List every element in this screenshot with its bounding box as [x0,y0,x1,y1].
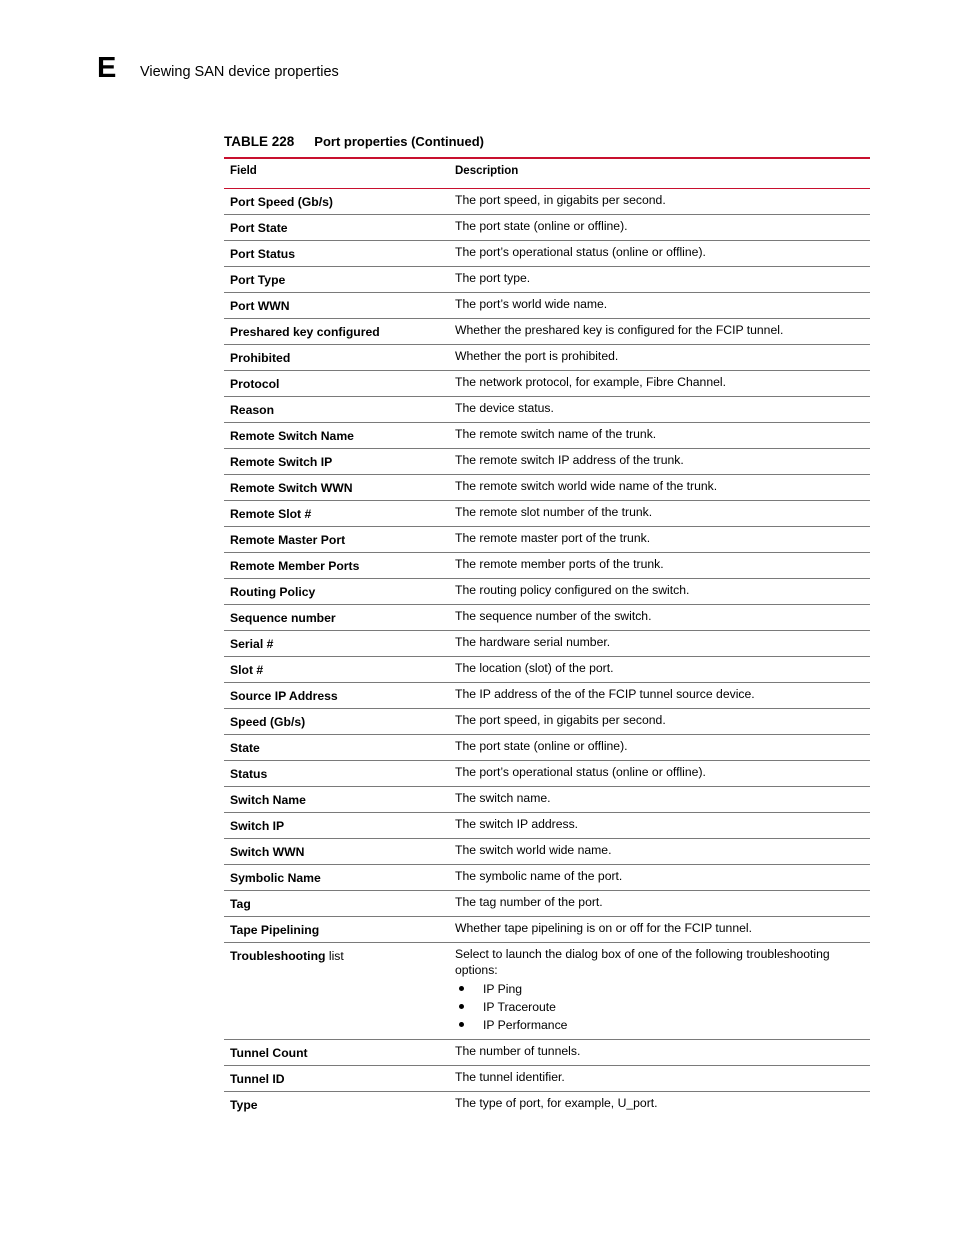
table-header-row [224,159,870,189]
description-cell: The switch world wide name. [455,843,612,857]
field-cell: Preshared key configured [230,325,380,339]
description-cell: Whether tape pipelining is on or off for the FCIP tunnel. [455,921,752,935]
field-cell: Tape Pipelining [230,923,320,937]
description-cell: The tunnel identifier. [455,1070,565,1084]
table-row [224,709,870,735]
description-cell: The sequence number of the switch. [455,609,652,623]
table-row [224,657,870,683]
field-cell: Routing Policy [230,585,316,599]
field-cell: Serial # [230,637,274,651]
table-caption [224,135,484,149]
table-title: Port properties (Continued) [314,134,484,149]
field-cell: Remote Slot # [230,507,312,521]
table-row [224,1092,870,1117]
table-row [224,215,870,241]
column-header-description: Description [455,165,519,177]
description-cell: The network protocol, for example, Fibre Channel. [455,375,726,389]
field-cell: Remote Member Ports [230,559,360,573]
table-row [224,865,870,891]
field-cell: Port Status [230,247,296,261]
table-row [224,891,870,917]
table-row [224,787,870,813]
description-cell: The port state (online or offline). [455,739,628,753]
field-cell: State [230,741,260,755]
description-cell: The port type. [455,271,531,285]
option-label: IP Performance [483,1018,568,1032]
table-row [224,1066,870,1092]
table-row [224,527,870,553]
table-row [224,813,870,839]
field-cell: Symbolic Name [230,871,321,885]
description-cell [449,943,870,1039]
table-row [224,345,870,371]
description-cell: The switch name. [455,791,551,805]
page-header-title: Viewing SAN device properties [140,64,339,80]
bullet-icon [459,986,464,991]
field-name: Troubleshooting [230,949,326,963]
table-body-continued [224,1040,870,1117]
description-cell: The switch IP address. [455,817,579,831]
table-row [224,319,870,345]
bullet-icon [459,1004,464,1009]
description-cell: The remote switch name of the trunk. [455,427,657,441]
troubleshooting-options-list [455,980,870,1034]
field-cell: Source IP Address [230,689,338,703]
table-row [224,605,870,631]
field-suffix: list [325,949,344,963]
field-cell: Port Type [230,273,286,287]
field-cell: Remote Master Port [230,533,346,547]
table-row [224,579,870,605]
field-cell: Switch Name [230,793,306,807]
option-label: IP Ping [483,982,523,996]
table-row [224,761,870,787]
table-row [224,189,870,215]
field-cell: Sequence number [230,611,336,625]
field-cell: Switch IP [230,819,285,833]
table-row [224,293,870,319]
description-cell: The location (slot) of the port. [455,661,614,675]
field-cell: Port WWN [230,299,290,313]
table-row [224,1040,870,1066]
field-cell: Remote Switch Name [230,429,354,443]
field-cell: Remote Switch IP [230,455,333,469]
table-row [224,839,870,865]
description-text: Select to launch the dialog box of one of the following troubleshooting options: [455,947,830,977]
table-row [224,917,870,943]
description-cell: The remote switch IP address of the trunk. [455,453,684,467]
description-cell: The number of tunnels. [455,1044,581,1058]
description-cell: The port’s world wide name. [455,297,608,311]
table-row [224,683,870,709]
table-row-troubleshooting [224,943,870,1040]
description-cell: The tag number of the port. [455,895,603,909]
field-cell: Tag [230,897,251,911]
field-cell: Switch WWN [230,845,305,859]
table-row [224,501,870,527]
description-cell: The remote master port of the trunk. [455,531,651,545]
table-body [224,189,870,943]
description-cell: The port speed, in gigabits per second. [455,193,666,207]
description-cell: The remote member ports of the trunk. [455,557,664,571]
field-cell: Tunnel Count [230,1046,308,1060]
table-row [224,553,870,579]
list-item [455,998,870,1016]
field-cell: Prohibited [230,351,291,365]
description-cell: The hardware serial number. [455,635,611,649]
list-item [455,1016,870,1034]
bullet-icon [459,1022,464,1027]
table-row [224,267,870,293]
description-cell: Whether the port is prohibited. [455,349,619,363]
table-row [224,241,870,267]
table-row [224,475,870,501]
table-row [224,631,870,657]
option-label: IP Traceroute [483,1000,556,1014]
field-cell: Port State [230,221,288,235]
description-cell: The port’s operational status (online or offline). [455,245,706,259]
table-row [224,371,870,397]
table-row [224,449,870,475]
description-cell: The routing policy configured on the switch. [455,583,690,597]
field-cell: Reason [230,403,275,417]
field-cell: Protocol [230,377,280,391]
field-cell: Speed (Gb/s) [230,715,306,729]
field-cell [224,943,449,1039]
column-header-field: Field [230,165,257,177]
table-row [224,423,870,449]
description-cell: The remote switch world wide name of the trunk. [455,479,718,493]
field-cell: Remote Switch WWN [230,481,353,495]
field-cell: Type [230,1098,258,1112]
field-cell: Tunnel ID [230,1072,285,1086]
port-properties-table [224,157,870,1117]
table-row [224,397,870,423]
description-cell: The device status. [455,401,554,415]
description-cell: Whether the preshared key is configured for the FCIP tunnel. [455,323,784,337]
table-row [224,735,870,761]
description-cell: The symbolic name of the port. [455,869,623,883]
chapter-letter: E [97,52,117,84]
description-cell: The port speed, in gigabits per second. [455,713,666,727]
description-cell: The type of port, for example, U_port. [455,1096,658,1110]
field-cell: Status [230,767,268,781]
field-cell: Slot # [230,663,264,677]
field-cell: Port Speed (Gb/s) [230,195,333,209]
description-cell: The port’s operational status (online or offline). [455,765,706,779]
description-cell: The port state (online or offline). [455,219,628,233]
description-cell: The remote slot number of the trunk. [455,505,653,519]
table-number: TABLE 228 [224,134,295,149]
list-item [455,980,870,998]
description-cell: The IP address of the of the FCIP tunnel source device. [455,687,755,701]
